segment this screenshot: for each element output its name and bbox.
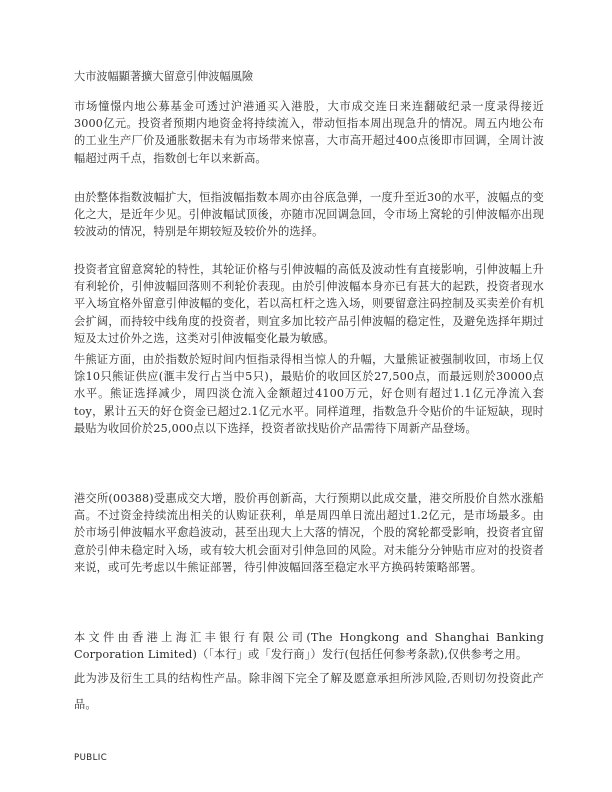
paragraph-market-overview: 市场憧憬内地公募基金可透过沪港通买入港股，大市成交连日来连翻破纪录一度录得接近3000亿元。投资者预期内地资金将持续流入，带动恒指本周出现急升的情况。周五内地公布的工业生产厂价及通胀数据未有为市场带来惊喜，大市高开超过400点後即市回调，全周计波幅超过两千点，指数创七年以来新高。 [74, 100, 544, 165]
paragraph-issuer-disclaimer: 本文件由香港上海汇丰银行有限公司(The Hongkong and Shanghai Banking Corporation Limited)（「本行」或「发行商」）发行(包括任何参考条款),仅供参考之用。 [74, 631, 544, 662]
paragraph-hkex: 港交所(00388)受惠成交大增，股价再创新高，大行预期以此成交量，港交所股价自然水涨船高。不过资金持续流出相关的认购证获利，单是周四单日流出超过1.2亿元，是市场最多。由於市场引伸波幅水平愈趋波动，甚至出现大上大落的情况，个股的窝轮都受影响，投资者宜留意於引伸未稳定时入场，或有较大机会面对引伸急回的风险。对未能分分钟贴市应对的投资者来说，或可先考虑以牛熊证部署，待引伸波幅回落至稳定水平方换码转策略部署。 [74, 492, 544, 574]
paragraph-warrant-characteristics: 投资者宜留意窝轮的特性，其轮证价格与引伸波幅的高低及波动性有直接影响，引伸波幅上升有利轮价，引伸波幅回落则不利轮价表现。由於引伸波幅本身亦已有甚大的起跌，投资者现水平入场宜格外留意引伸波幅的变化，若以高杠杆之选入场，则要留意注码控制及买卖差价有机会扩阔，而持较中线角度的投资者，则宜多加比较产品引伸波幅的稳定性，及避免选择年期过短及太过价外之选，这类对引伸波幅变化最为敏感。 [74, 263, 544, 345]
document-title: 大市波幅顯著擴大留意引伸波幅風險 [74, 70, 254, 83]
paragraph-risk-warning: 此为涉及衍生工具的结构性产品。除非阁下完全了解及愿意承担所涉风险,否则切勿投资此产品。 [74, 672, 544, 711]
classification-footer: PUBLIC [74, 753, 108, 763]
paragraph-cbbc: 牛熊证方面，由於指数於短时间内恒指录得相当惊人的升幅，大量熊证被强制收回，市场上仅馀10只熊证供应(滙丰发行占当中5只)，最贴价的收回区於27,500点，而最远则於30000点水平。熊证选择减少，周四淡仓流入金额超过4100万元，好仓则有超过1.1亿元净流入套toy，累计五天的好仓资金已超过2.1亿元水平。同样道理，指数急升令贴价的牛证短缺，现时最贴为收回价於25,000点以下选择，投资者欲找贴价产品需待下周新产品登场。 [74, 353, 544, 435]
paragraph-volatility-index: 由於整体指数波幅扩大，恒指波幅指数本周亦由谷底急弹，一度升至近30的水平，波幅点的变化之大，是近年少见。引伸波幅试顶後，亦随市况回调急回，令市场上窝轮的引伸波幅亦出现较波动的情况，特别是年期较短及较价外的选择。 [74, 191, 544, 239]
